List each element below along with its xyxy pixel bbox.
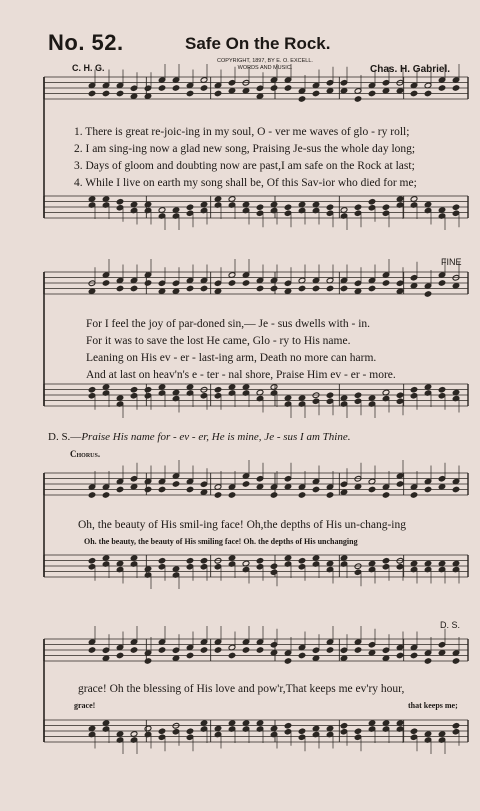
note-head bbox=[452, 204, 460, 211]
note-head bbox=[228, 87, 236, 94]
note-head bbox=[130, 93, 138, 100]
note-head bbox=[382, 557, 390, 564]
note-head bbox=[270, 563, 278, 570]
note-head bbox=[88, 492, 96, 499]
verse-line: 3. Days of gloom and doubting now are past,I am safe on the Rock at last; bbox=[74, 160, 415, 172]
note-head bbox=[214, 90, 222, 97]
note-head bbox=[228, 492, 236, 499]
note-head bbox=[354, 728, 362, 735]
note-head bbox=[452, 658, 460, 665]
note-head bbox=[424, 90, 432, 97]
note-head bbox=[340, 285, 348, 292]
note-head bbox=[354, 392, 362, 399]
verse-line: For it was to save the lost He came, Glo - ry to His name. bbox=[86, 335, 351, 347]
note-head bbox=[186, 204, 194, 211]
note-head bbox=[130, 285, 138, 292]
note-head bbox=[172, 85, 180, 92]
note-head bbox=[396, 288, 404, 295]
note-head bbox=[284, 85, 292, 92]
note-head bbox=[312, 655, 320, 662]
note-head bbox=[284, 288, 292, 295]
note-head bbox=[368, 198, 376, 205]
chorus-bass-line: that keeps me; bbox=[408, 701, 458, 710]
note-head bbox=[312, 285, 320, 292]
verse-line: And at last on heav'n's e - ter - nal shore, Praise Him ev - er - more. bbox=[86, 369, 396, 381]
chorus-line: Oh, the beauty of His smil-ing face! Oh,the depths of His un-chang-ing bbox=[78, 519, 406, 531]
note-head bbox=[214, 647, 222, 654]
note-head bbox=[284, 722, 292, 729]
copyright-line: COPYRIGHT, 1897, BY E. O. EXCELL. bbox=[217, 58, 313, 64]
note-head bbox=[270, 649, 278, 656]
note-head bbox=[410, 386, 418, 393]
note-head bbox=[256, 93, 264, 100]
ds-mark: D. S. bbox=[440, 620, 461, 630]
note-head bbox=[298, 285, 306, 292]
note-head bbox=[424, 486, 432, 493]
note-head bbox=[410, 728, 418, 735]
note-head bbox=[130, 386, 138, 393]
note-head bbox=[326, 285, 334, 292]
note-head bbox=[340, 489, 348, 496]
note-head bbox=[256, 483, 264, 490]
note-head bbox=[410, 652, 418, 659]
ds-text: Praise His name for - ev - er, He is mine, Je - sus I am Thine. bbox=[81, 431, 351, 443]
note-head bbox=[214, 386, 222, 393]
note-head bbox=[354, 647, 362, 654]
note-head bbox=[368, 90, 376, 97]
note-head bbox=[200, 285, 208, 292]
note-head bbox=[200, 489, 208, 496]
note-head bbox=[102, 90, 110, 97]
note-head bbox=[326, 204, 334, 211]
note-head bbox=[396, 392, 404, 399]
verse-line: For I feel the joy of par-doned sin,— Je - sus dwells with - in. bbox=[86, 318, 371, 330]
note-head bbox=[88, 90, 96, 97]
note-head bbox=[270, 285, 278, 292]
composer-name: Chas. H. Gabriel. bbox=[370, 64, 451, 75]
note-head bbox=[214, 288, 222, 295]
note-head bbox=[186, 652, 194, 659]
note-head bbox=[424, 291, 432, 298]
note-head bbox=[368, 486, 376, 493]
note-head bbox=[410, 90, 418, 97]
note-head bbox=[256, 285, 264, 292]
note-head bbox=[382, 492, 390, 499]
note-head bbox=[354, 483, 362, 490]
note-head bbox=[186, 90, 194, 97]
note-head bbox=[354, 288, 362, 295]
verse-line: 4. While I live on earth my song shall be, Of this Sav-ior who died for me; bbox=[74, 177, 417, 189]
note-head bbox=[158, 486, 166, 493]
ds-lyric-line bbox=[48, 431, 350, 443]
note-head bbox=[256, 204, 264, 211]
note-head bbox=[116, 486, 124, 493]
note-head bbox=[158, 728, 166, 735]
note-head bbox=[368, 649, 376, 656]
note-head bbox=[242, 280, 250, 287]
note-head bbox=[116, 198, 124, 205]
note-head bbox=[438, 280, 446, 287]
note-head bbox=[326, 87, 334, 94]
note-head bbox=[438, 483, 446, 490]
note-head bbox=[172, 288, 180, 295]
hymn-title: Safe On the Rock. bbox=[185, 34, 331, 53]
note-head bbox=[88, 288, 96, 295]
note-head bbox=[298, 492, 306, 499]
note-head bbox=[88, 647, 96, 654]
note-head bbox=[144, 486, 152, 493]
note-head bbox=[354, 96, 362, 103]
note-head bbox=[438, 649, 446, 656]
note-head bbox=[438, 85, 446, 92]
note-head bbox=[312, 486, 320, 493]
note-head bbox=[158, 557, 166, 564]
chorus-bass-line: Oh. the beauty, the beauty of His smiling face! Oh. the depths of His unchanging bbox=[84, 537, 358, 546]
verse-line: 1. There is great re-joic-ing in my soul, O - ver me waves of glo - ry roll; bbox=[74, 126, 410, 138]
note-head bbox=[284, 483, 292, 490]
note-head bbox=[298, 557, 306, 564]
note-head bbox=[382, 655, 390, 662]
note-head bbox=[298, 96, 306, 103]
note-head bbox=[340, 655, 348, 662]
note-head bbox=[326, 392, 334, 399]
note-head bbox=[256, 557, 264, 564]
note-head bbox=[242, 481, 250, 488]
note-head bbox=[438, 386, 446, 393]
hymn-number: No. 52. bbox=[48, 30, 124, 55]
note-head bbox=[172, 655, 180, 662]
note-head bbox=[284, 204, 292, 211]
note-head bbox=[158, 647, 166, 654]
note-head bbox=[130, 647, 138, 654]
note-head bbox=[354, 204, 362, 211]
note-head bbox=[298, 652, 306, 659]
note-head bbox=[410, 282, 418, 289]
note-head bbox=[228, 280, 236, 287]
note-head bbox=[452, 722, 460, 729]
verse-line: 2. I am sing-ing now a glad new song, Praising Je-sus the whole day long; bbox=[74, 143, 416, 155]
note-head bbox=[186, 486, 194, 493]
note-head bbox=[144, 280, 152, 287]
note-head bbox=[340, 722, 348, 729]
note-head bbox=[382, 204, 390, 211]
note-head bbox=[144, 93, 152, 100]
note-head bbox=[228, 652, 236, 659]
note-head bbox=[452, 282, 460, 289]
note-head bbox=[102, 492, 110, 499]
note-head bbox=[130, 483, 138, 490]
note-head bbox=[242, 647, 250, 654]
copyright-line: WORDS AND MUSIC. bbox=[237, 65, 293, 71]
note-head bbox=[200, 647, 208, 654]
chorus-line: grace! Oh the blessing of His love and pow'r,That keeps me ev'ry hour, bbox=[78, 683, 405, 695]
note-head bbox=[214, 492, 222, 499]
note-head bbox=[116, 652, 124, 659]
note-head bbox=[424, 658, 432, 665]
note-head bbox=[186, 557, 194, 564]
note-head bbox=[186, 285, 194, 292]
note-head bbox=[270, 492, 278, 499]
note-head bbox=[298, 728, 306, 735]
note-head bbox=[382, 87, 390, 94]
note-head bbox=[410, 492, 418, 499]
note-head bbox=[270, 85, 278, 92]
note-head bbox=[200, 557, 208, 564]
note-head bbox=[326, 647, 334, 654]
note-head bbox=[382, 280, 390, 287]
note-head bbox=[172, 481, 180, 488]
note-head bbox=[396, 87, 404, 94]
note-head bbox=[88, 386, 96, 393]
note-head bbox=[88, 557, 96, 564]
note-head bbox=[200, 85, 208, 92]
note-head bbox=[452, 486, 460, 493]
chorus-bass-line: grace! bbox=[74, 701, 96, 710]
note-head bbox=[284, 658, 292, 665]
note-head bbox=[144, 658, 152, 665]
note-head bbox=[340, 87, 348, 94]
note-head bbox=[116, 285, 124, 292]
note-head bbox=[326, 492, 334, 499]
note-head bbox=[116, 90, 124, 97]
note-head bbox=[396, 652, 404, 659]
verse-line: Leaning on His ev - er - last-ing arm, Death no more can harm. bbox=[86, 352, 377, 364]
note-head bbox=[312, 90, 320, 97]
note-head bbox=[256, 647, 264, 654]
chorus-label: Chorus. bbox=[70, 449, 101, 459]
fine-mark: FINE bbox=[441, 257, 462, 267]
ds-prefix: D. S.— bbox=[48, 431, 82, 443]
note-head bbox=[102, 655, 110, 662]
lyricist-initials: C. H. G. bbox=[72, 63, 105, 73]
note-head bbox=[242, 87, 250, 94]
note-head bbox=[144, 386, 152, 393]
note-head bbox=[102, 280, 110, 287]
note-head bbox=[452, 85, 460, 92]
note-head bbox=[368, 285, 376, 292]
note-head bbox=[158, 288, 166, 295]
note-head bbox=[186, 728, 194, 735]
note-head bbox=[396, 481, 404, 488]
note-head bbox=[158, 85, 166, 92]
